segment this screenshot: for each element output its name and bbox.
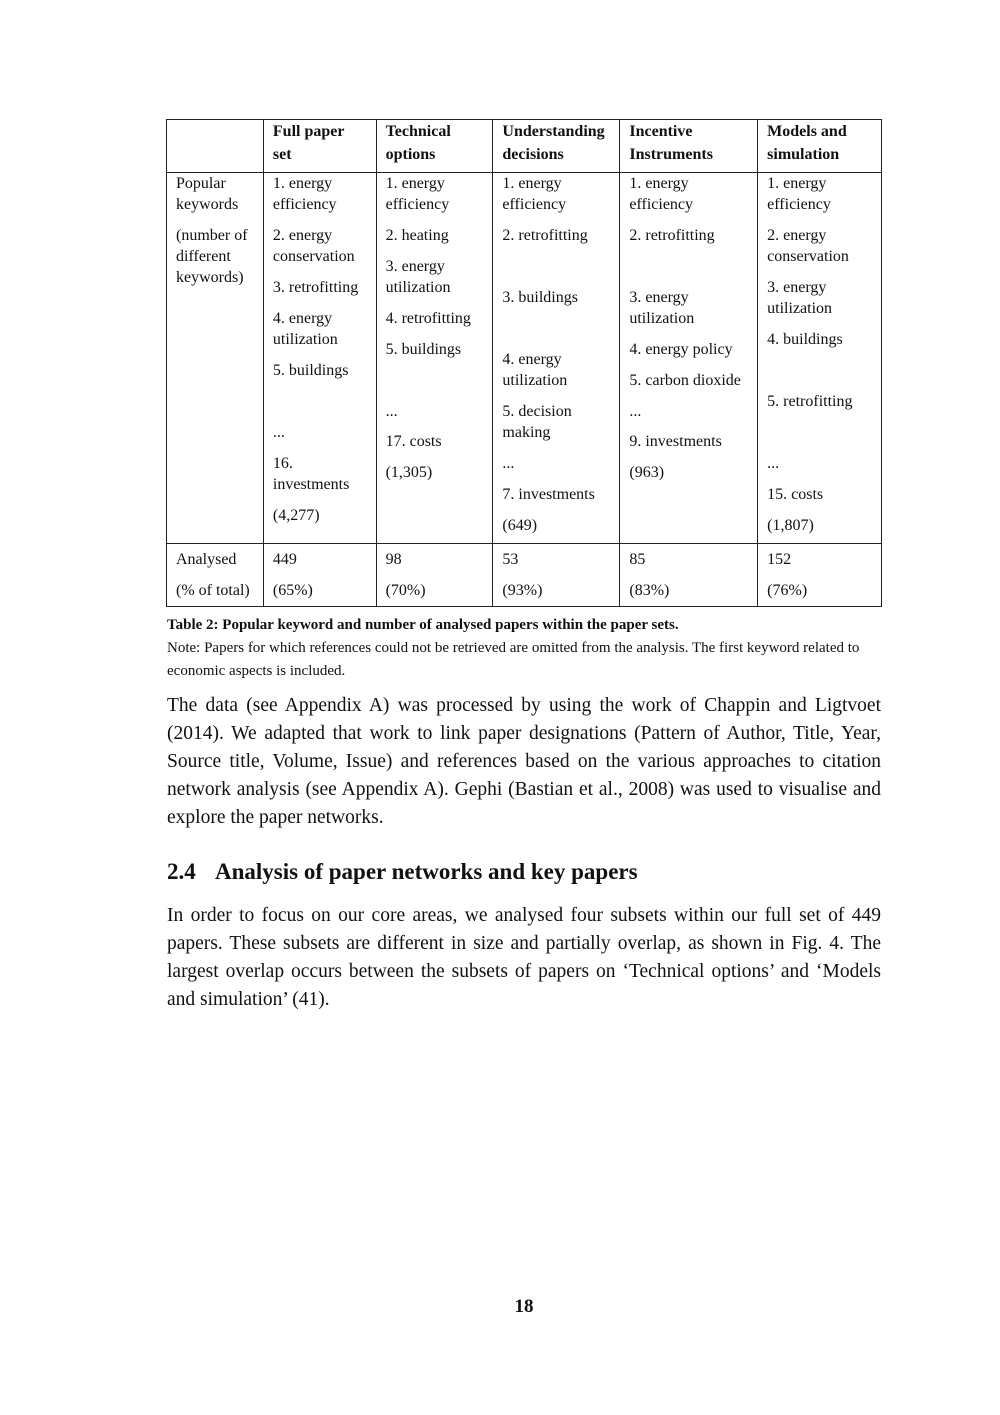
keyword-item: 3. energy utilization [385, 258, 451, 296]
analysed-cell [493, 544, 620, 607]
keyword-item: 1. energy efficiency [629, 175, 694, 213]
keyword-item: 5. decision making [502, 403, 572, 441]
keyword-item: 2. energy conservation [767, 227, 849, 265]
keyword-item: 7. investments [502, 486, 595, 503]
keyword-item: 1. energy efficiency [272, 175, 337, 213]
caption-title: Table 2: Popular keyword and number of analysed papers within the paper sets. [167, 617, 679, 633]
analysed-cell [620, 544, 758, 607]
section-heading [167, 859, 638, 885]
header-understanding-decisions: Understanding decisions [493, 120, 620, 173]
table-header-row [167, 120, 882, 173]
analysed-label: Analysed [176, 551, 237, 568]
keyword-item: 2. energy conservation [272, 227, 355, 265]
keyword-item: 3. buildings [502, 289, 578, 306]
keywords-cell-models-simulation [758, 173, 882, 544]
keyword-item: 16. investments [272, 455, 350, 493]
keywords-table [166, 119, 882, 607]
analysed-percent: (70%) [385, 582, 426, 599]
section-number: 2.4 [167, 859, 196, 884]
row-label-analysed [167, 544, 264, 607]
keyword-item: (1,305) [385, 464, 433, 481]
keyword-item: 17. costs [385, 433, 442, 450]
row-label-line: keywords [176, 196, 239, 213]
body-paragraph: In order to focus on our core areas, we analysed four subsets within our full set of 449 papers. These subsets are different in size and partially overlap, as shown in Fig. 4. The largest overlap occurs between the subsets of papers on ‘Technical options’ and ‘Models and simulation’ (41). [167, 905, 881, 1010]
keyword-item: 3. energy utilization [767, 279, 833, 317]
analysed-percent: (83%) [629, 582, 670, 599]
keyword-item: 2. retrofitting [629, 227, 715, 244]
analysed-count: 85 [629, 551, 646, 568]
analysed-row [167, 544, 882, 607]
keyword-item: 2. heating [385, 227, 449, 244]
analysed-count: 449 [272, 551, 297, 568]
page-number: 18 [514, 1296, 534, 1317]
keyword-item: 4. energy utilization [502, 351, 568, 389]
caption-note: Note: Papers for which references could not be retrieved are omitted from the analysis. The first keyword related to economic aspects is included. [167, 640, 860, 679]
header-models-simulation: Models and simulation [758, 120, 882, 173]
keyword-item: 1. energy efficiency [502, 175, 567, 213]
header-full-paper-set: Full paper set [263, 120, 376, 173]
keywords-row [167, 173, 882, 544]
body-paragraph: The data (see Appendix A) was processed by using the work of Chappin and Ligtvoet (2014). We adapted that work to link paper designations (Pattern of Author, Title, Year, Source title, Volume, Issue) and references based on the various approaches to citation network analysis (see Appendix A). Gephi (Bastian et al., 2008) was used to visualise and explore the paper networks. [167, 695, 881, 828]
keyword-item: 9. investments [629, 433, 722, 450]
header-incentive-instruments: Incentive Instruments [620, 120, 758, 173]
keyword-item: 4. retrofitting [385, 310, 471, 327]
keyword-item: 3. energy utilization [629, 289, 695, 327]
row-label-popular-keywords [167, 173, 264, 544]
header-technical-options: Technical options [376, 120, 493, 173]
keyword-item: 15. costs [767, 486, 824, 503]
analysed-percent: (65%) [272, 582, 313, 599]
row-label-line: Popular [176, 175, 226, 192]
analysed-cell [376, 544, 493, 607]
keyword-item: ... [272, 424, 285, 441]
keyword-item: (4,277) [272, 507, 320, 524]
keywords-cell-understanding-decisions [493, 173, 620, 544]
keyword-item: 3. retrofitting [272, 279, 359, 296]
keyword-item: 5. buildings [385, 341, 462, 358]
keywords-cell-incentive-instruments [620, 173, 758, 544]
analysed-percent: (76%) [767, 582, 808, 599]
analysed-count: 53 [502, 551, 519, 568]
keyword-item: (1,807) [767, 517, 814, 534]
keywords-cell-full-paper-set [263, 173, 376, 544]
analysed-cell [758, 544, 882, 607]
section-title: Analysis of paper networks and key papers [215, 859, 638, 884]
keyword-item: 4. energy policy [629, 341, 733, 358]
analysed-percent: (93%) [502, 582, 543, 599]
keyword-item: 5. buildings [272, 362, 349, 379]
keywords-cell-technical-options [376, 173, 493, 544]
keyword-item: ... [629, 403, 642, 420]
keyword-item: 5. carbon dioxide [629, 372, 741, 389]
keyword-item: 5. retrofitting [767, 393, 853, 410]
row-label-line: keywords) [176, 269, 244, 286]
keyword-item: (649) [502, 517, 538, 534]
keyword-item: 1. energy efficiency [385, 175, 450, 213]
table-caption [167, 614, 883, 683]
analysed-count: 152 [767, 551, 792, 568]
analysed-cell [263, 544, 376, 607]
keyword-item: 4. energy utilization [272, 310, 338, 348]
keyword-item: ... [385, 403, 398, 420]
keyword-item: 1. energy efficiency [767, 175, 831, 213]
keyword-item: 4. buildings [767, 331, 843, 348]
analysed-pct-label: (% of total) [176, 582, 250, 599]
row-label-line: different [176, 248, 231, 265]
keyword-item: ... [767, 455, 780, 472]
header-cell-empty [167, 120, 264, 173]
keyword-item: (963) [629, 464, 665, 481]
analysed-count: 98 [385, 551, 402, 568]
keyword-item: 2. retrofitting [502, 227, 588, 244]
row-label-line: (number of [176, 227, 248, 244]
keyword-item: ... [502, 455, 515, 472]
